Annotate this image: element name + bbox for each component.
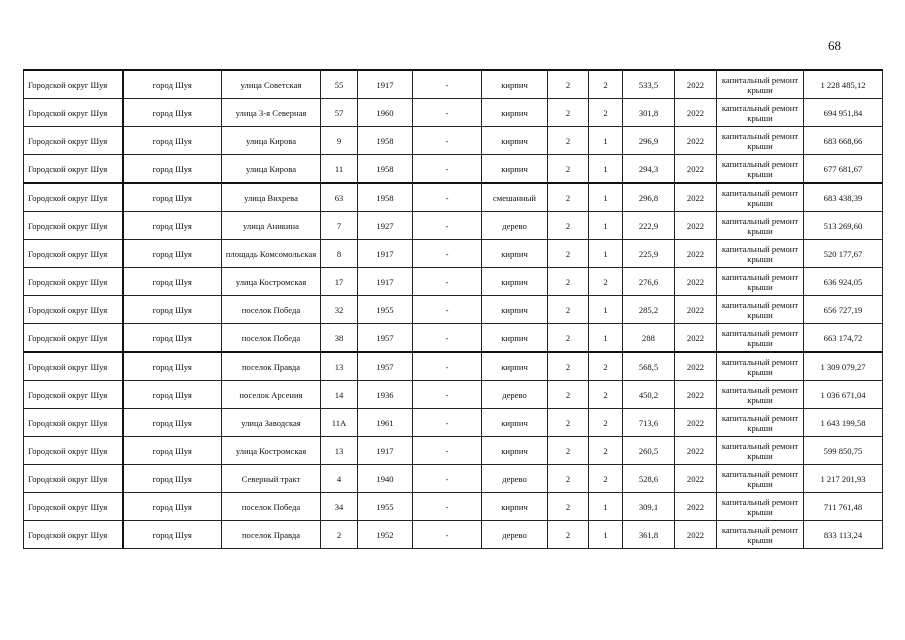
settlement-cell: город Шуя <box>123 155 222 184</box>
renovation-year-cell: - <box>413 99 482 127</box>
entrances-cell: 1 <box>589 296 623 324</box>
area-cell: 225,9 <box>623 240 675 268</box>
entrances-cell: 2 <box>589 409 623 437</box>
cost-cell: 677 681,67 <box>804 155 883 184</box>
buildings-table <box>23 69 883 549</box>
area-cell: 296,8 <box>623 183 675 212</box>
table-row <box>24 127 883 155</box>
house-number-cell: 57 <box>321 99 358 127</box>
settlement-cell: город Шуя <box>123 381 222 409</box>
house-number-cell: 17 <box>321 268 358 296</box>
entrances-cell: 2 <box>589 99 623 127</box>
area-cell: 568,5 <box>623 352 675 381</box>
plan-year-cell: 2022 <box>675 409 717 437</box>
wall-material-cell: кирпич <box>482 409 548 437</box>
entrances-cell: 1 <box>589 127 623 155</box>
wall-material-cell: кирпич <box>482 296 548 324</box>
settlement-cell: город Шуя <box>123 70 222 99</box>
area-cell: 309,1 <box>623 493 675 521</box>
street-cell: улица Костромская <box>222 437 321 465</box>
table-row <box>24 99 883 127</box>
house-number-cell: 4 <box>321 465 358 493</box>
year-built-cell: 1955 <box>358 493 413 521</box>
table-row <box>24 183 883 212</box>
renovation-year-cell: - <box>413 155 482 184</box>
wall-material-cell: дерево <box>482 212 548 240</box>
cost-cell: 1 309 079,27 <box>804 352 883 381</box>
plan-year-cell: 2022 <box>675 493 717 521</box>
municipality-cell: Городской округ Шуя <box>24 240 123 268</box>
street-cell: улица Заводская <box>222 409 321 437</box>
settlement-cell: город Шуя <box>123 296 222 324</box>
floors-cell: 2 <box>548 324 589 353</box>
wall-material-cell: кирпич <box>482 437 548 465</box>
work-type-cell: капитальный ремонт крыши <box>717 521 804 549</box>
entrances-cell: 1 <box>589 155 623 184</box>
house-number-cell: 2 <box>321 521 358 549</box>
floors-cell: 2 <box>548 409 589 437</box>
work-type-cell: капитальный ремонт крыши <box>717 437 804 465</box>
cost-cell: 683 668,66 <box>804 127 883 155</box>
renovation-year-cell: - <box>413 465 482 493</box>
entrances-cell: 1 <box>589 324 623 353</box>
wall-material-cell: кирпич <box>482 493 548 521</box>
house-number-cell: 8 <box>321 240 358 268</box>
municipality-cell: Городской округ Шуя <box>24 521 123 549</box>
table-row <box>24 212 883 240</box>
floors-cell: 2 <box>548 99 589 127</box>
area-cell: 222,9 <box>623 212 675 240</box>
table-row <box>24 493 883 521</box>
work-type-cell: капитальный ремонт крыши <box>717 381 804 409</box>
settlement-cell: город Шуя <box>123 268 222 296</box>
table-row <box>24 155 883 184</box>
cost-cell: 711 761,48 <box>804 493 883 521</box>
cost-cell: 1 643 199,58 <box>804 409 883 437</box>
work-type-cell: капитальный ремонт крыши <box>717 240 804 268</box>
year-built-cell: 1940 <box>358 465 413 493</box>
cost-cell: 833 113,24 <box>804 521 883 549</box>
entrances-cell: 2 <box>589 268 623 296</box>
street-cell: поселок Арсения <box>222 381 321 409</box>
settlement-cell: город Шуя <box>123 127 222 155</box>
floors-cell: 2 <box>548 240 589 268</box>
house-number-cell: 11 <box>321 155 358 184</box>
cost-cell: 683 438,39 <box>804 183 883 212</box>
municipality-cell: Городской округ Шуя <box>24 212 123 240</box>
work-type-cell: капитальный ремонт крыши <box>717 212 804 240</box>
wall-material-cell: кирпич <box>482 127 548 155</box>
street-cell: улица Советская <box>222 70 321 99</box>
settlement-cell: город Шуя <box>123 352 222 381</box>
municipality-cell: Городской округ Шуя <box>24 99 123 127</box>
street-cell: поселок Правда <box>222 352 321 381</box>
entrances-cell: 1 <box>589 521 623 549</box>
settlement-cell: город Шуя <box>123 240 222 268</box>
year-built-cell: 1917 <box>358 437 413 465</box>
work-type-cell: капитальный ремонт крыши <box>717 493 804 521</box>
cost-cell: 520 177,67 <box>804 240 883 268</box>
settlement-cell: город Шуя <box>123 493 222 521</box>
wall-material-cell: кирпич <box>482 352 548 381</box>
wall-material-cell: дерево <box>482 465 548 493</box>
entrances-cell: 2 <box>589 437 623 465</box>
renovation-year-cell: - <box>413 437 482 465</box>
floors-cell: 2 <box>548 296 589 324</box>
cost-cell: 694 951,84 <box>804 99 883 127</box>
settlement-cell: город Шуя <box>123 521 222 549</box>
house-number-cell: 34 <box>321 493 358 521</box>
area-cell: 301,8 <box>623 99 675 127</box>
settlement-cell: город Шуя <box>123 324 222 353</box>
wall-material-cell: кирпич <box>482 70 548 99</box>
renovation-year-cell: - <box>413 183 482 212</box>
street-cell: поселок Победа <box>222 324 321 353</box>
entrances-cell: 2 <box>589 381 623 409</box>
work-type-cell: капитальный ремонт крыши <box>717 296 804 324</box>
renovation-year-cell: - <box>413 352 482 381</box>
settlement-cell: город Шуя <box>123 437 222 465</box>
floors-cell: 2 <box>548 155 589 184</box>
plan-year-cell: 2022 <box>675 521 717 549</box>
area-cell: 260,5 <box>623 437 675 465</box>
municipality-cell: Городской округ Шуя <box>24 465 123 493</box>
street-cell: улица Вихрева <box>222 183 321 212</box>
cost-cell: 1 228 485,12 <box>804 70 883 99</box>
cost-cell: 636 924,05 <box>804 268 883 296</box>
year-built-cell: 1952 <box>358 521 413 549</box>
year-built-cell: 1927 <box>358 212 413 240</box>
wall-material-cell: дерево <box>482 381 548 409</box>
house-number-cell: 63 <box>321 183 358 212</box>
area-cell: 296,9 <box>623 127 675 155</box>
cost-cell: 663 174,72 <box>804 324 883 353</box>
area-cell: 294,3 <box>623 155 675 184</box>
work-type-cell: капитальный ремонт крыши <box>717 465 804 493</box>
street-cell: улица Аникина <box>222 212 321 240</box>
renovation-year-cell: - <box>413 70 482 99</box>
plan-year-cell: 2022 <box>675 99 717 127</box>
renovation-year-cell: - <box>413 296 482 324</box>
year-built-cell: 1955 <box>358 296 413 324</box>
municipality-cell: Городской округ Шуя <box>24 324 123 353</box>
plan-year-cell: 2022 <box>675 437 717 465</box>
floors-cell: 2 <box>548 437 589 465</box>
work-type-cell: капитальный ремонт крыши <box>717 268 804 296</box>
floors-cell: 2 <box>548 381 589 409</box>
year-built-cell: 1917 <box>358 240 413 268</box>
renovation-year-cell: - <box>413 521 482 549</box>
table-row <box>24 437 883 465</box>
floors-cell: 2 <box>548 268 589 296</box>
plan-year-cell: 2022 <box>675 352 717 381</box>
table-row <box>24 381 883 409</box>
work-type-cell: капитальный ремонт крыши <box>717 70 804 99</box>
plan-year-cell: 2022 <box>675 183 717 212</box>
plan-year-cell: 2022 <box>675 70 717 99</box>
area-cell: 288 <box>623 324 675 353</box>
area-cell: 361,8 <box>623 521 675 549</box>
work-type-cell: капитальный ремонт крыши <box>717 127 804 155</box>
cost-cell: 1 036 671,04 <box>804 381 883 409</box>
year-built-cell: 1958 <box>358 183 413 212</box>
street-cell: улица Кирова <box>222 155 321 184</box>
table-row <box>24 70 883 99</box>
house-number-cell: 9 <box>321 127 358 155</box>
work-type-cell: капитальный ремонт крыши <box>717 183 804 212</box>
house-number-cell: 38 <box>321 324 358 353</box>
municipality-cell: Городской округ Шуя <box>24 296 123 324</box>
street-cell: Северный тракт <box>222 465 321 493</box>
municipality-cell: Городской округ Шуя <box>24 352 123 381</box>
renovation-year-cell: - <box>413 127 482 155</box>
street-cell: улица Костромская <box>222 268 321 296</box>
wall-material-cell: смешанный <box>482 183 548 212</box>
year-built-cell: 1958 <box>358 127 413 155</box>
cost-cell: 656 727,19 <box>804 296 883 324</box>
entrances-cell: 1 <box>589 493 623 521</box>
renovation-year-cell: - <box>413 493 482 521</box>
table-row <box>24 296 883 324</box>
house-number-cell: 32 <box>321 296 358 324</box>
year-built-cell: 1917 <box>358 268 413 296</box>
wall-material-cell: кирпич <box>482 240 548 268</box>
table-row <box>24 409 883 437</box>
cost-cell: 1 217 201,93 <box>804 465 883 493</box>
year-built-cell: 1917 <box>358 70 413 99</box>
floors-cell: 2 <box>548 521 589 549</box>
plan-year-cell: 2022 <box>675 296 717 324</box>
plan-year-cell: 2022 <box>675 268 717 296</box>
plan-year-cell: 2022 <box>675 240 717 268</box>
renovation-year-cell: - <box>413 212 482 240</box>
street-cell: площадь Комсомольская <box>222 240 321 268</box>
year-built-cell: 1936 <box>358 381 413 409</box>
area-cell: 285,2 <box>623 296 675 324</box>
renovation-year-cell: - <box>413 268 482 296</box>
table-body <box>24 70 883 549</box>
settlement-cell: город Шуя <box>123 99 222 127</box>
area-cell: 713,6 <box>623 409 675 437</box>
wall-material-cell: кирпич <box>482 99 548 127</box>
table-row <box>24 268 883 296</box>
floors-cell: 2 <box>548 465 589 493</box>
house-number-cell: 14 <box>321 381 358 409</box>
entrances-cell: 1 <box>589 212 623 240</box>
wall-material-cell: кирпич <box>482 155 548 184</box>
plan-year-cell: 2022 <box>675 155 717 184</box>
work-type-cell: капитальный ремонт крыши <box>717 155 804 184</box>
plan-year-cell: 2022 <box>675 381 717 409</box>
area-cell: 528,6 <box>623 465 675 493</box>
floors-cell: 2 <box>548 212 589 240</box>
year-built-cell: 1961 <box>358 409 413 437</box>
municipality-cell: Городской округ Шуя <box>24 493 123 521</box>
wall-material-cell: дерево <box>482 521 548 549</box>
area-cell: 450,2 <box>623 381 675 409</box>
work-type-cell: капитальный ремонт крыши <box>717 324 804 353</box>
entrances-cell: 2 <box>589 70 623 99</box>
house-number-cell: 11А <box>321 409 358 437</box>
table-row <box>24 352 883 381</box>
entrances-cell: 1 <box>589 183 623 212</box>
year-built-cell: 1957 <box>358 324 413 353</box>
table-row <box>24 324 883 353</box>
municipality-cell: Городской округ Шуя <box>24 155 123 184</box>
renovation-year-cell: - <box>413 324 482 353</box>
table-row <box>24 465 883 493</box>
settlement-cell: город Шуя <box>123 183 222 212</box>
work-type-cell: капитальный ремонт крыши <box>717 409 804 437</box>
street-cell: поселок Победа <box>222 493 321 521</box>
house-number-cell: 13 <box>321 352 358 381</box>
municipality-cell: Городской округ Шуя <box>24 409 123 437</box>
cost-cell: 513 269,60 <box>804 212 883 240</box>
municipality-cell: Городской округ Шуя <box>24 381 123 409</box>
work-type-cell: капитальный ремонт крыши <box>717 352 804 381</box>
floors-cell: 2 <box>548 127 589 155</box>
plan-year-cell: 2022 <box>675 127 717 155</box>
house-number-cell: 13 <box>321 437 358 465</box>
plan-year-cell: 2022 <box>675 212 717 240</box>
table-row <box>24 240 883 268</box>
plan-year-cell: 2022 <box>675 465 717 493</box>
renovation-year-cell: - <box>413 381 482 409</box>
floors-cell: 2 <box>548 352 589 381</box>
street-cell: поселок Победа <box>222 296 321 324</box>
entrances-cell: 1 <box>589 240 623 268</box>
year-built-cell: 1958 <box>358 155 413 184</box>
settlement-cell: город Шуя <box>123 212 222 240</box>
area-cell: 533,5 <box>623 70 675 99</box>
floors-cell: 2 <box>548 70 589 99</box>
municipality-cell: Городской округ Шуя <box>24 127 123 155</box>
floors-cell: 2 <box>548 183 589 212</box>
work-type-cell: капитальный ремонт крыши <box>717 99 804 127</box>
municipality-cell: Городской округ Шуя <box>24 437 123 465</box>
floors-cell: 2 <box>548 493 589 521</box>
municipality-cell: Городской округ Шуя <box>24 183 123 212</box>
settlement-cell: город Шуя <box>123 465 222 493</box>
wall-material-cell: кирпич <box>482 268 548 296</box>
cost-cell: 599 850,75 <box>804 437 883 465</box>
entrances-cell: 2 <box>589 352 623 381</box>
area-cell: 276,6 <box>623 268 675 296</box>
house-number-cell: 7 <box>321 212 358 240</box>
renovation-year-cell: - <box>413 240 482 268</box>
municipality-cell: Городской округ Шуя <box>24 268 123 296</box>
year-built-cell: 1960 <box>358 99 413 127</box>
page-number: 68 <box>828 38 841 53</box>
plan-year-cell: 2022 <box>675 324 717 353</box>
street-cell: улица Кирова <box>222 127 321 155</box>
wall-material-cell: кирпич <box>482 324 548 353</box>
settlement-cell: город Шуя <box>123 409 222 437</box>
entrances-cell: 2 <box>589 465 623 493</box>
street-cell: поселок Правда <box>222 521 321 549</box>
table-row <box>24 521 883 549</box>
year-built-cell: 1957 <box>358 352 413 381</box>
house-number-cell: 55 <box>321 70 358 99</box>
renovation-year-cell: - <box>413 409 482 437</box>
street-cell: улица 3-я Северная <box>222 99 321 127</box>
municipality-cell: Городской округ Шуя <box>24 70 123 99</box>
